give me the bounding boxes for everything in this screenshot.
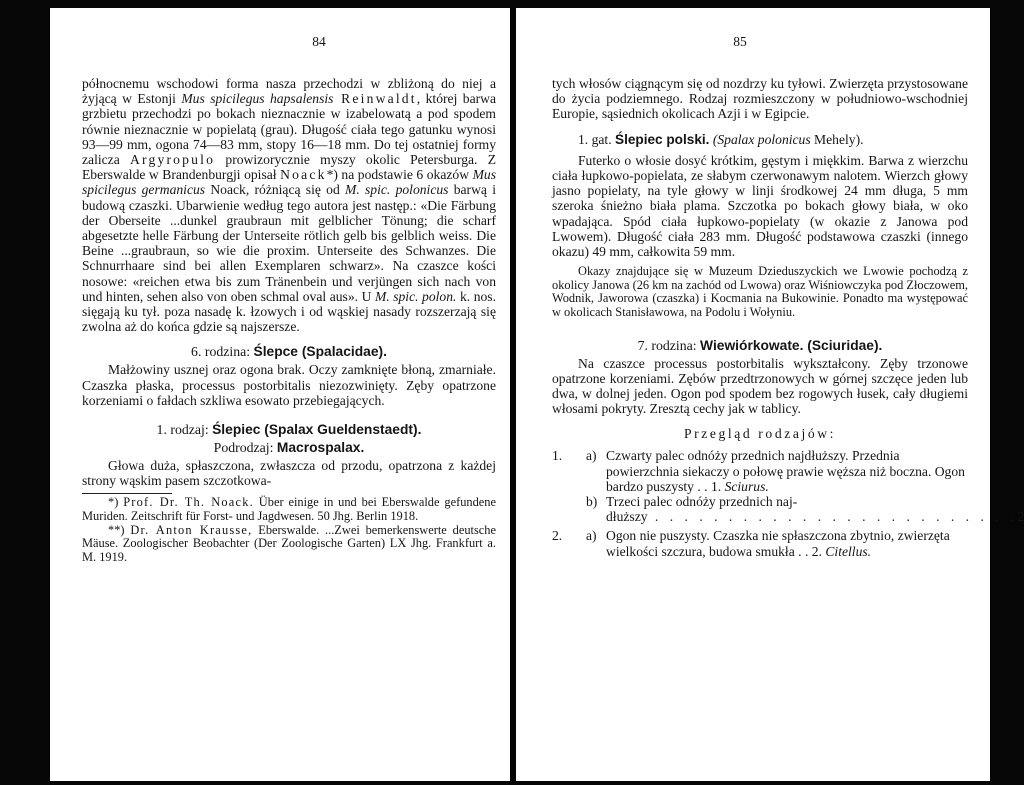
heading-prefix: 6. rodzina: [191,344,254,360]
key-letter: a) [586,448,597,464]
left-paragraph-3: Głowa duża, spłaszczona, zwłaszcza od przodu, opatrzona z każdej strony wąskim pasem szczotkowa- [82,458,496,489]
text-run: Eberswalde. ...Zwei bemerkenswerte deutsche Mäuse. Zoologischer Beobachter (Der Zoologische Garten) LX Jhg. Frankfurt a. M. 1919. [82,522,496,564]
subgenus-name: Macrospalax. [276,440,365,456]
key-result-number: 2. [811,543,822,559]
key-letter: a) [586,528,597,544]
key-result-genus: Citellus. [825,543,872,559]
key-description: Czwarty palec odnóży przednich najdłuższy. Przednia powierzchnia siekaczy o połowę prawie węższa niż boczna. Ogon bardzo puszysty [606,448,965,494]
left-page [50,8,510,781]
family-7-heading [552,338,968,354]
text-run: Noack, różniącą się od [205,182,346,198]
footnote-1 [82,496,496,523]
key-item-1a [552,448,968,494]
author-name: Prof. Dr. Th. Noack. [123,495,254,510]
right-paragraph-3: Okazy znajdujące się w Muzeum Dzieduszyckich we Lwowie pochodzą z okolicy Janowa (26 km na zachód od Lwowa) oraz Wiśniowczyka pod Złoczowem, Wodnik, Jaworowa (czaszka) i Kocmania na Bukowinie. Ponadto ma występować w okolicach Stanisławowa, na Podolu i Wołyniu. [552,264,968,320]
footnote-2 [82,524,496,565]
text-run: barwą i budową czaszki. Ubarwienie według tego autora jest następ.: «Die Färbung der Oberseite ...dunkel graubraun mit gelblicher Tönung; die scharf abgesetzte helle Färbung der Unterseite rötlich gelb bis gelblich weiss. Die Beine ...graubraun, so wie die proxim. Unterseite des Schwanzes. Die Schnurrhaare sind bei allen Exemplaren schwarz». Na czaszce kości nosowe: «reichen etwa bis zum Tränenbein und verjüngen sich nach von und hinten, sehen also von oben schmal oval aus». U [82,182,496,304]
author-name: Reinwaldt [333,91,417,107]
latin-name: (Spalax polonicus [712,131,811,147]
key-result-number: 1. [710,478,722,494]
footnote-mark: **) [108,522,131,537]
author-name: Noack [280,167,327,183]
footnote-rule [82,493,172,494]
author-name: Dr. Anton Krausse, [130,522,253,537]
heading-prefix: 1. rodzaj: [156,422,213,438]
latin-name: Mus spicilegus hapsalensis [181,91,334,107]
species-heading [552,132,968,147]
species-name: Ślepiec polski. [615,131,710,147]
text-run: k. nos. sięgają ku tył. poza nasadę k. łzowych i od wąskiej nasady rozszerzają się zwolna aż do końca gdzie są najszersze. [82,288,496,335]
key-result-genus: Sciurus. [724,478,769,494]
author-name: Argyropulo [129,152,216,168]
key-item-2a [552,528,968,558]
key-letter: b) [586,494,598,510]
key-text: Ogon nie puszysty. Czaszka nie spłaszczona zbytnio, zwierzęta wielkości szczura, budowa smukła . . 2. Citellus. [606,528,950,559]
family-name: Wiewiórkowate. (Sciuridae). [700,337,883,353]
key-description: Ogon nie puszysty. Czaszka nie spłaszczona zbytnio, zwierzęta wielkości szczura, budowa smukła [606,528,950,559]
page-number-right: 85 [733,34,747,49]
text-run: Über einige in und bei Eberswalde gefundene Muriden. Zeitschrift für Forst- und Jagdwesen. 50 Jhg. Berlin 1918. [82,495,496,524]
genus-heading [82,422,496,438]
key-number: 1. [552,448,563,464]
latin-name: Mus spicilegus germanicus [82,167,496,198]
left-paragraph-2: Małżowiny usznej oraz ogona brak. Oczy zamknięte błoną, zmarniałe. Czaszka płaska, processus postorbitalis niezozwinięty. Zęby opatrzone korzeniami o fałdach szkliwa esowato przebiegających. [82,362,496,408]
key-title: Przegląd rodzajów: [683,426,837,442]
key-text [606,494,1024,524]
subgenus-heading [82,440,496,456]
heading-prefix: 1. gat. [578,131,615,147]
latin-name: M. spic. polon. [374,288,457,304]
right-paragraph-2: Futerko o włosie dosyć krótkim, gęstym i miękkim. Barwa z wierzchu ciała łupkowo-popielata, ze słabym czerwonawym nalotem. Wierzch głowy jasno popielaty, na tyle głowy w linji środkowej 24 mm długa, 5 mm szeroka śnieżno biała plama. Szczotka po bokach głowy biała, w oko wpadająca. Spód ciała łupkowo-popielaty (w okazie z Janowa pod Lwowem). Długość ciała 283 mm. Długość podstawowa czaszki (innego okazu) 49 mm, całkowita 59 mm. [552,152,968,260]
text-run: prowizorycznie myszy okolic Petersburga. Z Eberswalde w Brandenburgji opisał [82,152,496,183]
key-description: Trzeci palec odnóży przednich naj- [606,494,798,510]
right-page [516,8,1024,781]
leader-dots: . . . . . . . . . . . . . . . . . . . . . . . . . [647,509,1018,525]
genus-name: Ślepiec (Spalax Gueldenstaedt). [212,422,422,438]
key-number: 2. [552,528,563,544]
heading-prefix: Podrodzaj: [213,440,277,456]
text-run: *) na podstawie 6 okazów [326,167,473,183]
right-paragraph-4: Na czaszce processus postorbitalis wykształcony. Zęby trzonowe opatrzone korzeniami. Zębów przedtrzonowych w górnej szczęce jeden lub dwa, w dolnej jeden. Ogon pod spodem bez rogowych łusek, cały długiemi włosami pokryty. Zresztą cechy jak w tablicy. [552,355,968,417]
right-paragraph-1: tych włosów ciągnącym się od nozdrzy ku tyłowi. Zwierzęta przystosowane do życia podziemnego. Rodzaj rozmieszczony w południowo-wschodniej Europie, sąsiednich okolicach Azji i w Egipcie. [552,76,968,122]
key-result-number: 2 [1017,509,1024,525]
footnote-mark: *) [108,495,124,510]
author-name: Mehely). [810,131,864,147]
text-run: , której barwa grzbietu przechodzi po bokach nieznacznie w izabelowatą a pod spodem równie nieznacznie w popielatą (grau). Długość ciała tego gatunku wynosi 93—99 mm, ogona 74—83 mm, stopy 16—18 mm. Do tej ostatniej formy zalicza [82,91,496,168]
latin-name: M. spic. polonicus [345,182,449,198]
family-6-heading [82,344,496,360]
left-paragraph-1 [82,76,496,334]
text-run: północnemu wschodowi forma nasza przechodzi w zbliżoną do niej a żyjącą w Estonji [82,76,496,107]
key-description: dłuższy [606,509,648,525]
key-item-1b [552,494,1024,525]
key-text: Czwarty palec odnóży przednich najdłuższy. Przednia powierzchnia siekaczy o połowę prawie węższa niż boczna. Ogon bardzo puszysty . . 1. Sciurus. [606,448,965,494]
family-name: Ślepce (Spalacidae). [253,344,387,360]
page-number-left: 84 [312,34,326,49]
heading-prefix: 7. rodzina: [637,337,701,353]
